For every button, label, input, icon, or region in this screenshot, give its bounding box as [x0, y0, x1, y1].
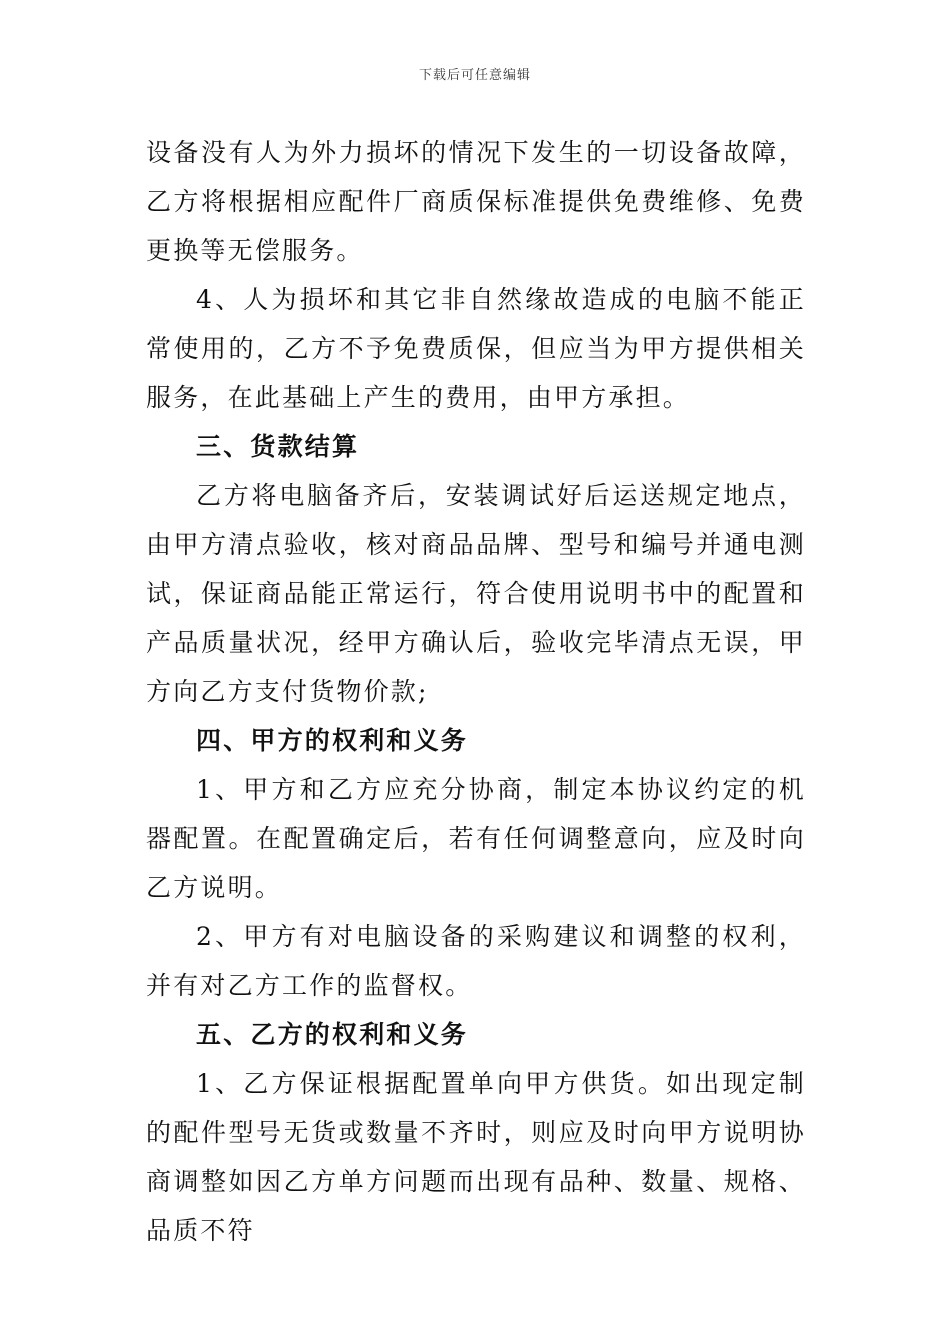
- paragraph-party-a-2: 2、甲方有对电脑设备的采购建议和调整的权利，并有对乙方工作的监督权。: [146, 922, 806, 1000]
- section-heading-party-a: 四、甲方的权利和义务: [196, 726, 469, 755]
- section-heading-payment: 三、货款结算: [196, 432, 360, 461]
- paragraph-payment: 乙方将电脑备齐后，安装调试好后运送规定地点，由甲方清点验收，核对商品品牌、型号和编号并通电测试，保证商品能正常运行，符合使用说明书中的配置和产品质量状况，经甲方确认后，验收完毕清点无误，甲方向乙方支付货物价款;: [146, 481, 806, 706]
- section-heading-party-b: 五、乙方的权利和义务: [196, 1020, 469, 1049]
- paragraph-party-a-1: 1、甲方和乙方应充分协商，制定本协议约定的机器配置。在配置确定后，若有任何调整意向，应及时向乙方说明。: [146, 775, 806, 902]
- paragraph-warranty-continuation: 设备没有人为外力损坏的情况下发生的一切设备故障，乙方将根据相应配件厂商质保标准提供免费维修、免费更换等无偿服务。: [146, 138, 806, 265]
- paragraph-party-b-1: 1、乙方保证根据配置单向甲方供货。如出现定制的配件型号无货或数量不齐时，则应及时向甲方说明协商调整如因乙方单方问题而出现有品种、数量、规格、品质不符: [146, 1069, 806, 1245]
- document-body: [146, 128, 806, 1255]
- paragraph-clause-4: 4、人为损坏和其它非自然缘故造成的电脑不能正常使用的，乙方不予免费质保，但应当为甲方提供相关服务，在此基础上产生的费用，由甲方承担。: [146, 285, 806, 412]
- page-header: 下载后可任意编辑: [418, 68, 531, 83]
